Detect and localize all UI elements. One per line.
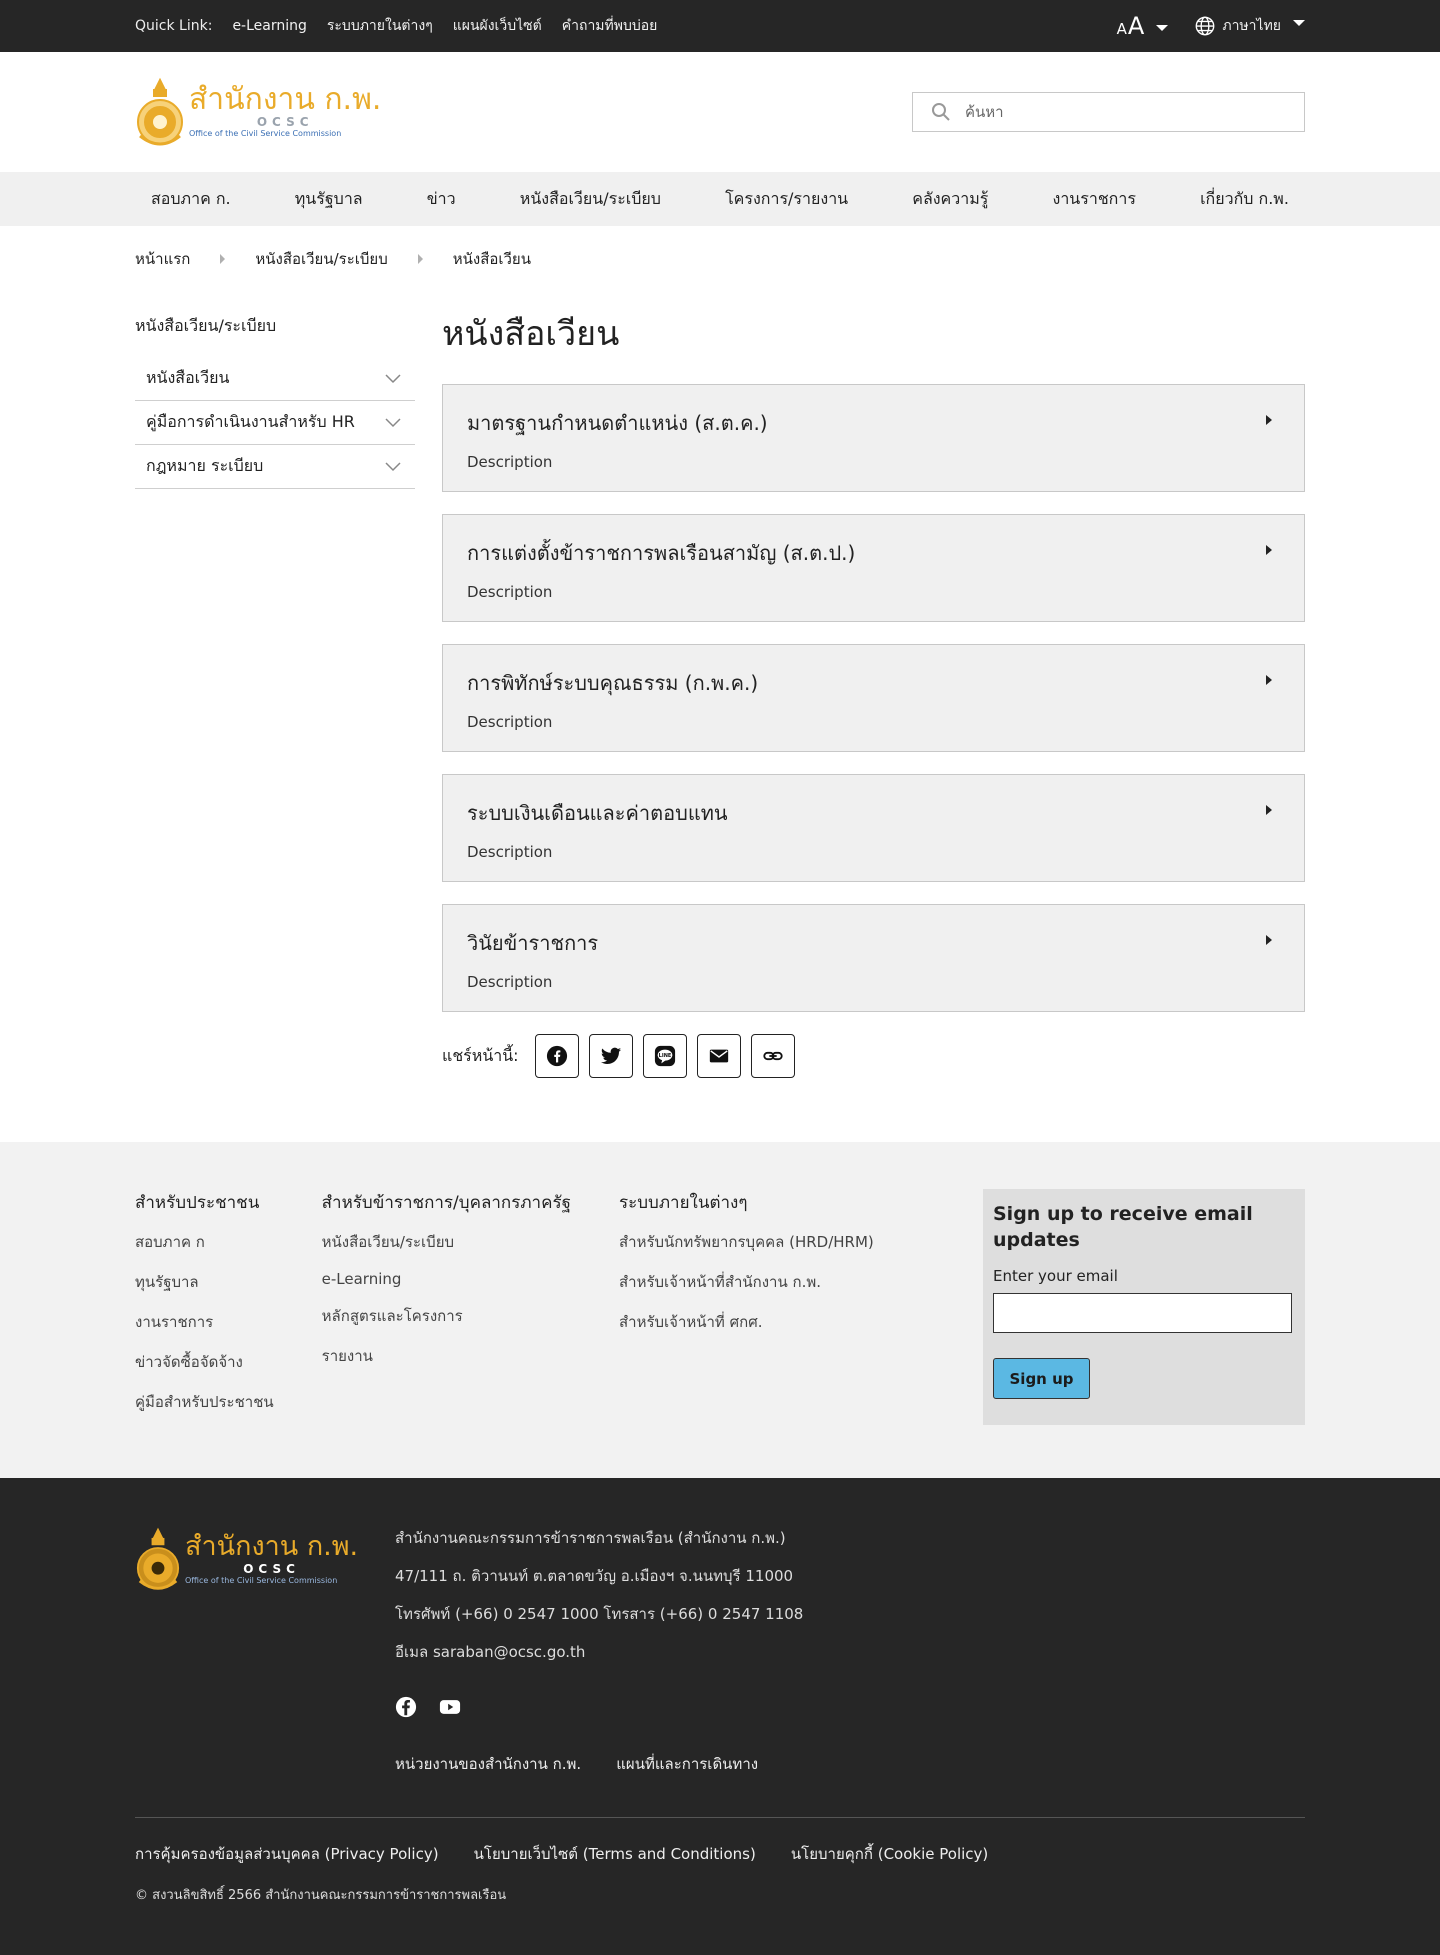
youtube-link[interactable]: [439, 1696, 483, 1722]
org-phone: โทรศัพท์ (+66) 0 2547 1000 โทรสาร (+66) 0 2547 1108: [395, 1605, 804, 1623]
language-label: ภาษาไทย: [1222, 18, 1281, 34]
email-signup-box: [983, 1189, 1305, 1425]
footer-link[interactable]: สำหรับนักทรัพยากรบุคคล (HRD/HRM): [618, 1233, 874, 1251]
social-links: [395, 1696, 803, 1722]
font-size-selector[interactable]: [1117, 12, 1169, 40]
footer-link[interactable]: หนังสือเวียน/ระเบียบ: [321, 1233, 455, 1251]
logo-title: สำนักงาน ก.พ.: [189, 82, 382, 117]
svg-text:LINE: LINE: [658, 1052, 671, 1059]
footer-link[interactable]: หลักสูตรและโครงการ: [321, 1307, 463, 1325]
nav-item-exam[interactable]: สอบภาค ก.: [151, 188, 231, 208]
footer-link[interactable]: ทุนรัฐบาล: [135, 1273, 199, 1291]
search-input[interactable]: [965, 103, 1265, 121]
org-name: สำนักงานคณะกรรมการข้าราชการพลเรือน (สำนักงาน ก.พ.): [395, 1529, 786, 1547]
share-email-button[interactable]: [697, 1034, 741, 1078]
share-line-button[interactable]: [643, 1034, 687, 1078]
caret-right-icon: [1266, 415, 1272, 425]
quicklink-internal-systems[interactable]: ระบบภายในต่างๆ: [326, 18, 433, 34]
footer-column-public: [135, 1189, 274, 1430]
footer-link[interactable]: สำหรับเจ้าหน้าที่ ศกศ.: [618, 1313, 763, 1331]
ocsc-emblem-icon: [135, 76, 185, 148]
main-content: [442, 300, 1305, 1078]
footer-link[interactable]: สำหรับเจ้าหน้าที่สำนักงาน ก.พ.: [618, 1273, 822, 1291]
copyright: © สงวนลิขสิทธิ์ 2566 สำนักงานคณะกรรมการข้าราชการพลเรือน: [135, 1888, 507, 1903]
quicklink-faq[interactable]: คำถามที่พบบ่อย: [561, 18, 658, 34]
terms-link[interactable]: นโยบายเว็บไซต์ (Terms and Conditions): [473, 1845, 756, 1863]
footer-link[interactable]: สอบภาค ก: [135, 1233, 205, 1251]
org-address: 47/111 ถ. ติวานนท์ ต.ตลาดขวัญ อ.เมืองฯ จ.นนทบุรี 11000: [395, 1567, 794, 1585]
breadcrumb-circulars[interactable]: หนังสือเวียน/ระเบียบ: [255, 250, 388, 268]
youtube-icon: [439, 1696, 461, 1718]
footer-link[interactable]: รายงาน: [321, 1347, 373, 1365]
share-bar: [442, 1034, 1305, 1078]
sidebar-item-hr-manual[interactable]: [135, 401, 415, 445]
site-logo[interactable]: [135, 76, 381, 148]
signup-button[interactable]: Sign up: [993, 1358, 1090, 1399]
footer-link-departments[interactable]: หน่วยงานของสำนักงาน ก.พ.: [395, 1755, 582, 1773]
footer-column-title: สำหรับประชาชน: [135, 1193, 260, 1213]
nav-item-news[interactable]: ข่าว: [426, 188, 456, 208]
link-icon: [762, 1045, 784, 1067]
language-selector[interactable]: [1194, 15, 1305, 37]
font-big-label: A: [1127, 12, 1145, 40]
sidebar-item-label: หนังสือเวียน: [146, 368, 230, 387]
breadcrumb-separator-icon: [220, 254, 225, 264]
email-field[interactable]: [993, 1293, 1292, 1333]
logo-subtitle: Office of the Civil Service Commission: [189, 129, 342, 138]
card-title: ระบบเงินเดือนและค่าตอบแทน: [467, 801, 728, 825]
email-icon: [708, 1045, 730, 1067]
facebook-link[interactable]: [395, 1696, 439, 1722]
footer-logo-subtitle: Office of the Civil Service Commission: [185, 1576, 338, 1585]
footer-logo: [135, 1526, 395, 1776]
caret-right-icon: [1266, 805, 1272, 815]
card-title: การพิทักษ์ระบบคุณธรรม (ก.พ.ค.): [467, 671, 759, 695]
card-description: Description: [467, 843, 553, 861]
quicklink-sitemap[interactable]: แผนผังเว็บไซต์: [452, 18, 542, 34]
footer-links-section: [0, 1142, 1440, 1478]
signup-title: Sign up to receive email updates: [993, 1203, 1253, 1251]
footer-logo-abbr: OCSC: [243, 1562, 300, 1576]
search-box[interactable]: [912, 92, 1305, 132]
footer-column-officials: [322, 1189, 571, 1430]
email-label: Enter your email: [993, 1267, 1118, 1285]
cookie-policy-link[interactable]: นโยบายคุกกี้ (Cookie Policy): [790, 1845, 989, 1863]
circular-card[interactable]: [442, 384, 1305, 492]
sidebar-item-label: กฎหมาย ระเบียบ: [146, 456, 264, 475]
sidebar-item-label: คู่มือการดำเนินงานสำหรับ HR: [146, 412, 355, 431]
page-title: หนังสือเวียน: [442, 314, 620, 354]
main-navigation: [0, 172, 1440, 226]
privacy-policy-link[interactable]: การคุ้มครองข้อมูลส่วนบุคคล (Privacy Policy): [135, 1845, 439, 1863]
card-title: การแต่งตั้งข้าราชการพลเรือนสามัญ (ส.ต.ป.): [467, 541, 856, 565]
circular-card[interactable]: [442, 904, 1305, 1012]
nav-item-circulars[interactable]: หนังสือเวียน/ระเบียบ: [519, 188, 661, 208]
quicklink-elearning[interactable]: e-Learning: [232, 18, 307, 34]
footer-column-internal: [619, 1189, 874, 1430]
share-label: แชร์หน้านี้:: [442, 1045, 519, 1065]
sidebar-item-circulars[interactable]: [135, 357, 415, 401]
logo-abbr: OCSC: [256, 115, 314, 129]
contact-info: [395, 1526, 803, 1776]
facebook-icon: [395, 1696, 417, 1718]
footer-logo-title: สำนักงาน ก.พ.: [185, 1531, 359, 1562]
chevron-down-icon: [1156, 25, 1168, 31]
caret-right-icon: [1266, 675, 1272, 685]
footer-link[interactable]: งานราชการ: [135, 1313, 214, 1331]
nav-item-scholarship[interactable]: ทุนรัฐบาล: [294, 188, 363, 208]
card-description: Description: [467, 453, 553, 471]
nav-item-knowledge[interactable]: คลังความรู้: [912, 188, 989, 208]
card-description: Description: [467, 583, 553, 601]
breadcrumb-home[interactable]: หน้าแรก: [135, 250, 191, 268]
chevron-down-icon: [385, 374, 401, 384]
circular-card[interactable]: [442, 644, 1305, 752]
caret-right-icon: [1266, 545, 1272, 555]
caret-right-icon: [1266, 935, 1272, 945]
footer-link-map[interactable]: แผนที่และการเดินทาง: [616, 1755, 759, 1773]
share-copy-link-button[interactable]: [751, 1034, 795, 1078]
footer-divider: [135, 1817, 1305, 1818]
footer-secondary-links: [395, 1752, 803, 1776]
footer-link[interactable]: คู่มือสำหรับประชาชน: [135, 1393, 274, 1411]
font-small-label: A: [1116, 20, 1127, 38]
nav-item-jobs[interactable]: งานราชการ: [1052, 188, 1136, 208]
card-title: วินัยข้าราชการ: [467, 931, 599, 955]
globe-icon: [1194, 15, 1216, 37]
ocsc-emblem-icon: [135, 1526, 181, 1592]
card-description: Description: [467, 973, 553, 991]
breadcrumb-current: หนังสือเวียน: [452, 250, 531, 268]
sidebar: [135, 300, 415, 1078]
site-header: [0, 52, 1440, 172]
breadcrumb: [135, 226, 1305, 292]
share-facebook-button[interactable]: [535, 1034, 579, 1078]
facebook-icon: [546, 1045, 568, 1067]
share-twitter-button[interactable]: [589, 1034, 633, 1078]
search-icon: [931, 102, 951, 122]
footer-link[interactable]: ข่าวจัดซื้อจัดจ้าง: [135, 1353, 243, 1371]
org-email: อีเมล saraban@ocsc.go.th: [395, 1643, 586, 1661]
card-description: Description: [467, 713, 553, 731]
circular-card[interactable]: [442, 774, 1305, 882]
sidebar-item-laws[interactable]: [135, 445, 415, 489]
line-icon: [654, 1045, 676, 1067]
site-footer: [0, 1478, 1440, 1955]
top-bar: [0, 0, 1440, 52]
sidebar-title: หนังสือเวียน/ระเบียบ: [135, 316, 277, 335]
card-title: มาตรฐานกำหนดตำแหน่ง (ส.ต.ค.): [467, 411, 768, 435]
policy-links: [135, 1842, 1305, 1866]
circular-card[interactable]: [442, 514, 1305, 622]
breadcrumb-separator-icon: [418, 254, 423, 264]
twitter-icon: [600, 1045, 622, 1067]
chevron-down-icon: [1293, 20, 1305, 26]
nav-item-about[interactable]: เกี่ยวกับ ก.พ.: [1200, 188, 1289, 208]
chevron-down-icon: [385, 418, 401, 428]
footer-column-title: ระบบภายในต่างๆ: [618, 1193, 748, 1213]
nav-item-projects[interactable]: โครงการ/รายงาน: [725, 188, 849, 208]
quicklink-label: Quick Link:: [135, 18, 213, 34]
chevron-down-icon: [385, 462, 401, 472]
footer-column-title: สำหรับข้าราชการ/บุคลากรภาครัฐ: [321, 1193, 571, 1213]
footer-link[interactable]: e-Learning: [321, 1270, 402, 1288]
